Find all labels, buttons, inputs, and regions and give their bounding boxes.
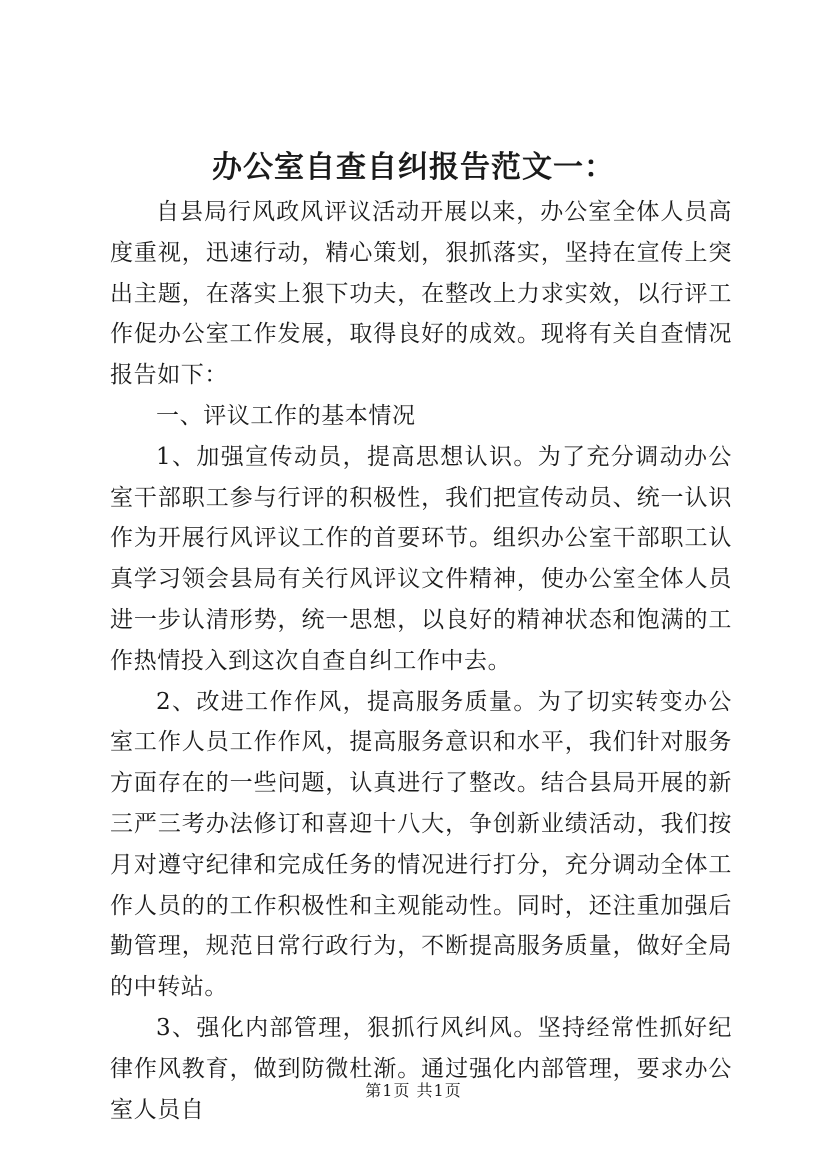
paragraph-item-3: 3、强化内部管理，狠抓行风纠风。坚持经常性抓好纪律作风教育，做到防微杜渐。通过强化内部管理，要求办公室人员自	[110, 1014, 732, 1123]
section-heading: 一、评议工作的基本情况	[156, 402, 416, 429]
intro-paragraph: 自县局行风政风评议活动开展以来，办公室全体人员高度重视，迅速行动，精心策划，狠抓落实，坚持在宣传上突出主题，在落实上狠下功夫，在整改上力求实效，以行评工作促办公室工作发展，取得良好的成效。现将有关自查情况报告如下：	[110, 199, 732, 389]
paragraph-item-2: 2、改进工作作风，提高服务质量。为了切实转变办公室工作人员工作作风，提高服务意识和水平，我们针对服务方面存在的一些问题，认真进行了整改。结合县局开展的新三严三考办法修订和喜迎十八大，争创新业绩活动，我们按月对遵守纪律和完成任务的情况进行打分，充分调动全体工作人员的的工作积极性和主观能动性。同时，还注重加强后勤管理，规范日常行政行为，不断提高服务质量，做好全局的中转站。	[110, 688, 732, 1001]
paragraph-item-1: 1、加强宣传动员，提高思想认识。为了充分调动办公室干部职工参与行评的积极性，我们把宣传动员、统一认识作为开展行风评议工作的首要环节。组织办公室干部职工认真学习领会县局有关行风评议文件精神，使办公室全体人员进一步认清形势，统一思想，以良好的精神状态和饱满的工作热情投入到这次自查自纠工作中去。	[110, 443, 732, 674]
document-title: 办公室自查自纠报告范文一：	[212, 150, 615, 185]
page-footer: 第1页 共1页	[365, 1081, 462, 1100]
document-body	[110, 192, 732, 1130]
